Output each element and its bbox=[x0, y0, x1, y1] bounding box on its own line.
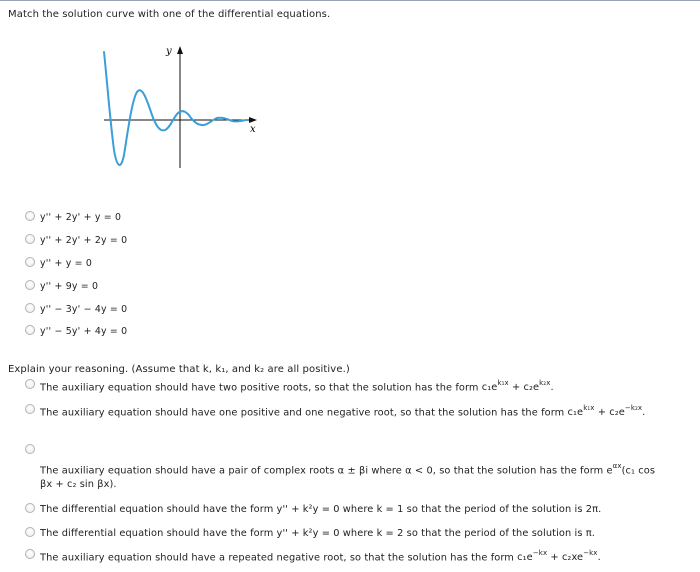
eq-label-6: y'' − 5y' + 4y = 0 bbox=[40, 326, 128, 337]
y-axis-arrow bbox=[177, 46, 183, 54]
reason-3-line1: The auxiliary equation should have a pair of complex roots α ± βi where α < 0, so that the solution has the form $e^{\alpha x}(c_1$ cos bbox=[40, 462, 656, 477]
radio-eq-5[interactable] bbox=[25, 303, 35, 313]
radio-eq-1[interactable] bbox=[25, 211, 35, 221]
radio-reason-6[interactable] bbox=[25, 549, 35, 559]
reason-1-formula: $c_1e^{k_1x} + c_2e^{k_2x}$. bbox=[481, 379, 554, 394]
solution-curve bbox=[104, 52, 246, 165]
y-axis-label: y bbox=[166, 46, 172, 57]
reason-6-text: The auxiliary equation should have a repeated negative root, so that the solution has the form bbox=[40, 552, 518, 564]
explain-title: Explain your reasoning. (Assume that k, k₁, and k₂ are all positive.) bbox=[8, 364, 350, 375]
radio-reason-5[interactable] bbox=[25, 527, 35, 537]
radio-eq-6[interactable] bbox=[25, 325, 35, 335]
radio-eq-3[interactable] bbox=[25, 257, 35, 267]
reason-6 bbox=[40, 550, 601, 563]
eq-label-3: y'' + y = 0 bbox=[40, 258, 93, 269]
radio-reason-3[interactable] bbox=[25, 444, 35, 454]
reason-2 bbox=[40, 405, 645, 418]
eq-label-5: y'' − 3y' − 4y = 0 bbox=[40, 304, 128, 315]
reason-1 bbox=[40, 380, 554, 393]
solution-curve-graph bbox=[100, 40, 270, 170]
radio-reason-1[interactable] bbox=[25, 379, 35, 389]
reason-4: The differential equation should have the form y'' + k²y = 0 where k = 1 so that the period of the solution is 2π. bbox=[40, 504, 602, 515]
reason-5: The differential equation should have the form y'' + k²y = 0 where k = 2 so that the period of the solution is π. bbox=[40, 528, 595, 539]
x-axis-arrow bbox=[249, 117, 257, 123]
radio-eq-4[interactable] bbox=[25, 280, 35, 290]
question-text: Match the solution curve with one of the differential equations. bbox=[8, 9, 331, 20]
radio-reason-4[interactable] bbox=[25, 503, 35, 513]
reason-2-formula: $c_1e^{k_1x} + c_2e^{-k_2x}$. bbox=[567, 404, 646, 419]
reason-1-text: The auxiliary equation should have two positive roots, so that the solution has the form bbox=[40, 382, 482, 394]
top-border bbox=[0, 0, 700, 1]
x-axis-label: x bbox=[250, 124, 256, 135]
reason-3-line2: βx + c₂ sin βx). bbox=[40, 479, 117, 490]
eq-label-1: y'' + 2y' + y = 0 bbox=[40, 212, 122, 223]
eq-label-4: y'' + 9y = 0 bbox=[40, 281, 99, 292]
reason-2-text: The auxiliary equation should have one positive and one negative root, so that the solution has the form bbox=[40, 407, 568, 419]
radio-eq-2[interactable] bbox=[25, 234, 35, 244]
radio-reason-2[interactable] bbox=[25, 404, 35, 414]
reason-6-formula: $c_1e^{-kx} + c_2xe^{-kx}$. bbox=[517, 549, 601, 564]
eq-label-2: y'' + 2y' + 2y = 0 bbox=[40, 235, 128, 246]
